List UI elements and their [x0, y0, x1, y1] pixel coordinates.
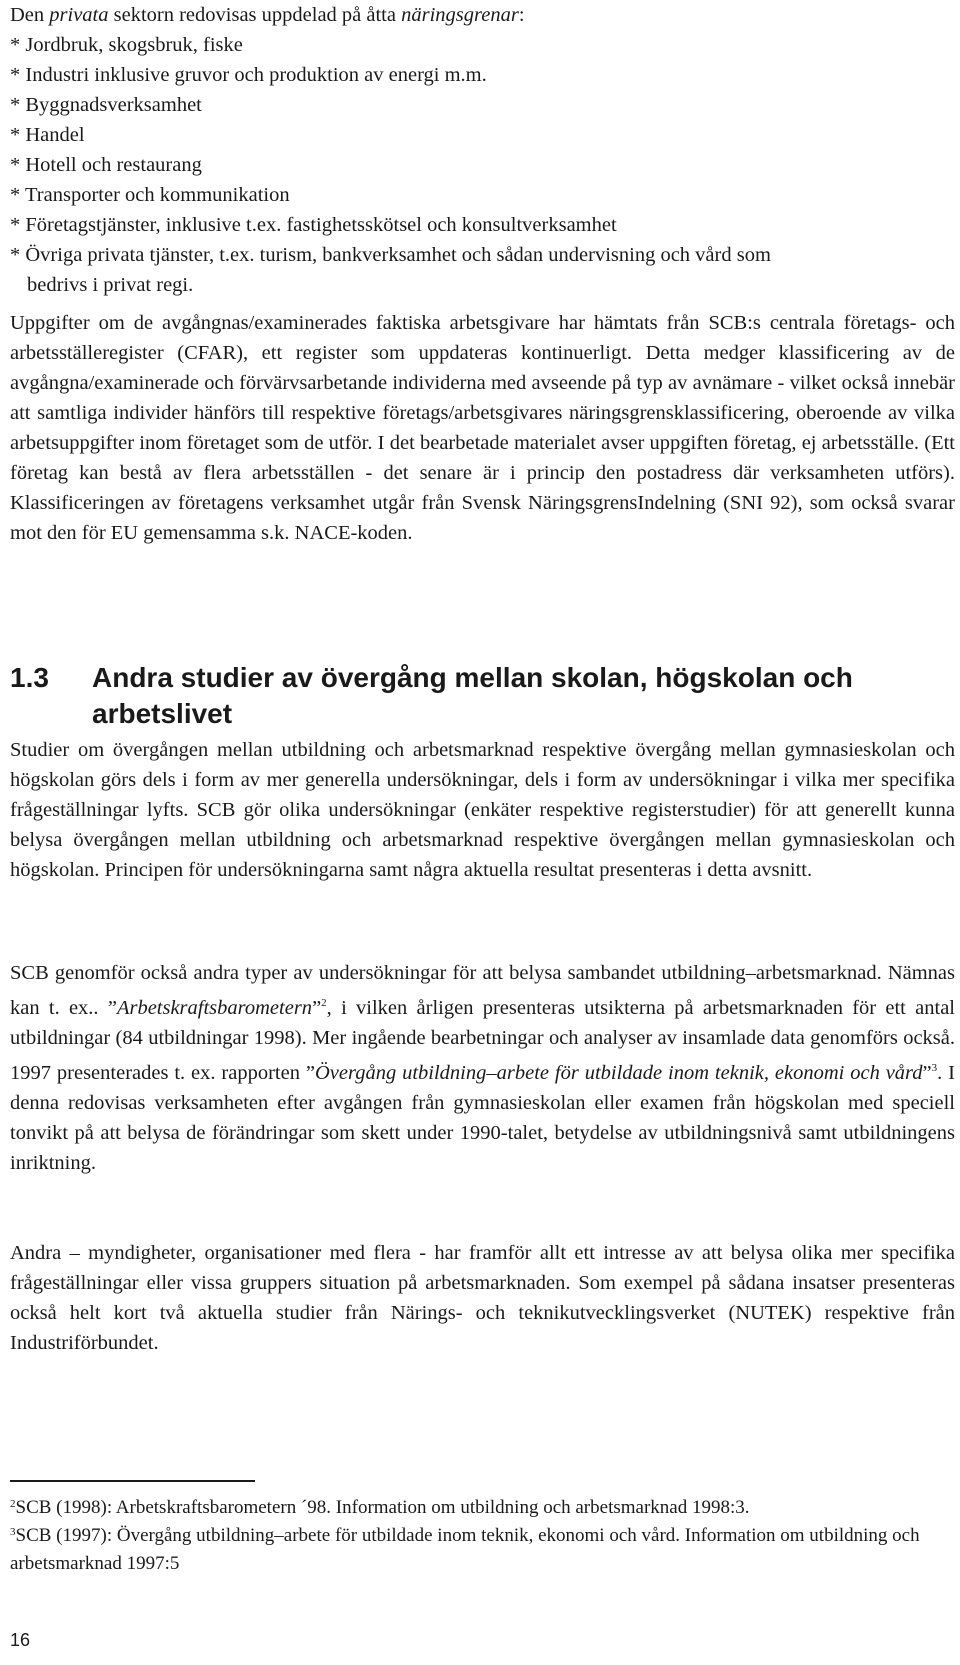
paragraph-scb-undersokningar	[10, 958, 955, 1178]
section-number: 1.3	[10, 662, 49, 693]
list-item: * Byggnadsverksamhet	[10, 94, 202, 116]
para-text: ”	[922, 1062, 932, 1084]
list-item: * Hotell och restaurang	[10, 154, 202, 176]
footnote-number: 3	[10, 1526, 16, 1538]
footnote-ref: 3	[931, 1062, 938, 1074]
intro-italic-naringsgrenar: näringsgrenar	[401, 4, 519, 26]
intro-text: sektorn redovisas uppdelad på åtta	[108, 4, 402, 26]
para-text: ”	[312, 997, 322, 1019]
intro-italic-privata: privata	[49, 4, 109, 26]
footnote-ref: 2	[321, 997, 327, 1009]
list-item: * Jordbruk, skogsbruk, fiske	[10, 34, 243, 56]
list-item: * Övriga privata tjänster, t.ex. turism, bankverksamhet och sådan undervisning och vård som	[10, 244, 771, 266]
intro-text: :	[518, 4, 525, 26]
footnote-number: 2	[10, 1498, 16, 1510]
intro-text: Den	[10, 4, 50, 26]
page-number: 16	[10, 1630, 31, 1650]
section-heading	[10, 660, 853, 732]
section-title-line2: arbetslivet	[92, 698, 233, 729]
intro-line	[10, 0, 525, 30]
title-overgang-rapport: Övergång utbildning–arbete för utbildade inom teknik, ekonomi och vård	[314, 1062, 923, 1084]
footnote	[10, 1518, 955, 1578]
paragraph-cfar: Uppgifter om de avgångnas/examinerades faktiska arbetsgivare har hämtats från SCB:s centrala företags- och arbetsställeregister (CFAR), ett register som uppdateras kontinuerligt. Detta medger klassificering av de avgångna/examinerade och förvärvsarbetande individerna med avseende på typ av avnämare - vilket också innebär att samtliga individer hänförs till respektive företags/arbetsgivares näringsgrensklassificering, oberoende av vilka arbetsuppgifter inom företaget som de utför. I det bearbetade materialet avser uppgiften företag, ej arbetsställe. (Ett företag kan bestå av flera arbetsställen - det senare är i princip den postadress där verksamheten utförs). Klassificeringen av företagens verksamhet utgår från Svensk NäringsgrensIndelning (SNI 92), som också svarar mot den för EU gemensamma s.k. NACE-koden.	[10, 312, 955, 544]
industry-list	[10, 30, 771, 300]
para-text: . I denna redovisas verksamheten efter avgången från gymnasieskolan eller examen från högskolan med speciell tonvikt på att belysa de förändringar som skett under 1990-talet, betydelse av utbildningsnivå samt utbildningens inriktning.	[10, 1062, 955, 1174]
list-item: * Industri inklusive gruvor och produktion av energi m.m.	[10, 64, 487, 86]
list-item-continuation: bedrivs i privat regi.	[27, 274, 194, 296]
paragraph-andra: Andra – myndigheter, organisationer med flera - har framför allt ett intresse av att belysa olika mer specifika frågeställningar eller vissa gruppers situation på arbetsmarknaden. Som exempel på sådana insatser presenteras också helt kort två aktuella studier från Närings- och teknikutvecklingsverket (NUTEK) respektive från Industriförbundet.	[10, 1242, 955, 1354]
list-item: * Handel	[10, 124, 85, 146]
footnote-text: SCB (1998): Arbetskraftsbarometern ´98. Information om utbildning och arbetsmarknad 1998:3.	[15, 1497, 750, 1518]
list-item: * Företagstjänster, inklusive t.ex. fastighetsskötsel och konsultverksamhet	[10, 214, 617, 236]
footnote-text: SCB (1997): Övergång utbildning–arbete för utbildade inom teknik, ekonomi och vård. Information om utbildning och arbetsmarknad 1997:5	[10, 1525, 920, 1574]
title-arbetskraftsbarometern: Arbetskraftsbarometern	[116, 997, 313, 1019]
para-text: , i vilken årligen presenteras utsikterna på arbetsmarknaden för ett antal utbildningar (84 utbildningar 1998). Mer ingående bearbetningar och analyser av insamlade data genomförs också. 1997 presenterades t. ex. rapporten ”	[10, 997, 955, 1084]
paragraph-studier: Studier om övergången mellan utbildning och arbetsmarknad respektive övergång mellan gymnasieskolan och högskolan görs dels i form av mer generella undersökningar, dels i form av undersökningar i vilka mer specifika frågeställningar lyfts. SCB gör olika undersökningar (enkäter respektive registerstudier) för att generellt kunna belysa övergången mellan utbildning och arbetsmarknad respektive övergången mellan gymnasieskolan och högskolan. Principen för undersökningarna samt några aktuella resultat presenteras i detta avsnitt.	[10, 739, 955, 881]
para-text: SCB genomför också andra typer av undersökningar för att belysa sambandet utbildning–arbetsmarknad. Nämnas kan t. ex.. ”	[10, 962, 955, 1019]
section-title-line1: Andra studier av övergång mellan skolan, högskolan och	[92, 662, 853, 693]
footnote-divider	[10, 1480, 255, 1482]
list-item: * Transporter och kommunikation	[10, 184, 290, 206]
